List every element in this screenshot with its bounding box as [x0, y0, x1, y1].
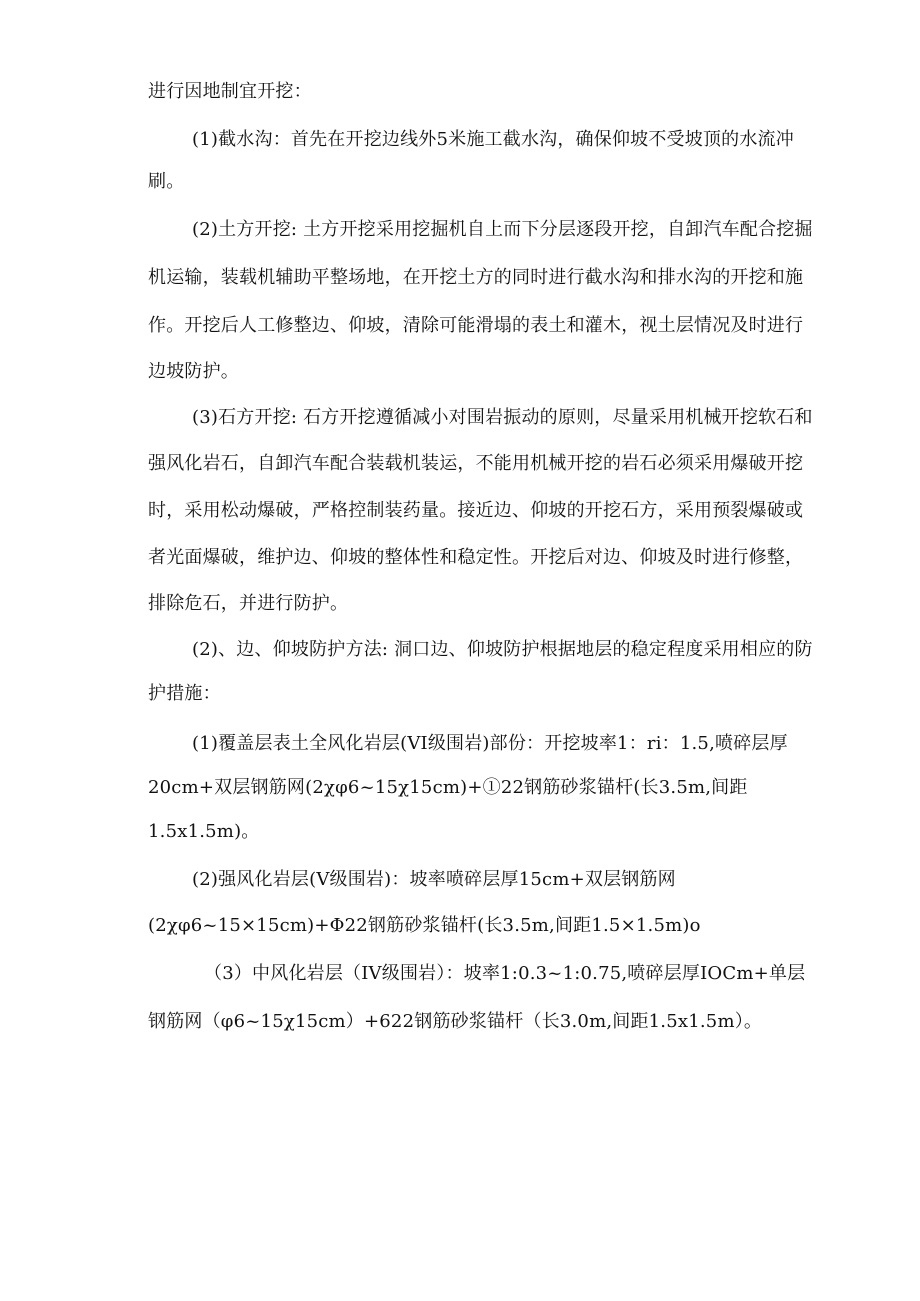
- text-line-6: 作。开挖后人工修整边、仰坡，清除可能滑塌的表土和灌木，视土层情况及时进行: [148, 315, 804, 336]
- text-line-12: 排除危石，并进行防护。: [148, 593, 349, 614]
- text-line-2: (1)截水沟：首先在开挖边线外5米施工截水沟，确保仰坡不受坡顶的水流冲: [192, 129, 794, 150]
- text-line-10: 时，采用松动爆破，严格控制装药量。接近边、仰坡的开挖石方，采用预裂爆破或: [148, 500, 804, 521]
- text-line-17: 1.5x1.5m)。: [148, 821, 260, 842]
- text-line-19: (2χφ6~15×15cm)+Φ22钢筋砂浆锚杆(长3.5m,间距1.5×1.5m)o: [148, 915, 701, 936]
- text-line-14: 护措施：: [148, 683, 221, 704]
- text-line-13: (2)、边、仰坡防护方法: 洞口边、仰坡防护根据地层的稳定程度采用相应的防: [192, 639, 813, 660]
- text-line-7: 边坡防护。: [148, 361, 239, 382]
- text-line-1: 进行因地制宜开挖：: [148, 81, 312, 102]
- text-line-4: (2)土方开挖: 土方开挖采用挖掘机自上而下分层逐段开挖，自卸汽车配合挖掘: [192, 219, 813, 240]
- text-line-3: 刷。: [148, 171, 185, 192]
- text-line-15: (1)覆盖层表土全风化岩层(VI级围岩)部份：开挖坡率1：ri：1.5,喷碎层厚: [192, 733, 788, 754]
- text-line-9: 强风化岩石，自卸汽车配合装载机装运，不能用机械开挖的岩石必须采用爆破开挖: [148, 453, 804, 474]
- text-line-5: 机运输，装载机辅助平整场地，在开挖土方的同时进行截水沟和排水沟的开挖和施: [148, 267, 804, 288]
- text-line-18: (2)强风化岩层(V级围岩)：坡率喷碎层厚15cm+双层钢筋网: [192, 869, 676, 890]
- text-line-21: 钢筋网（φ6~15χ15cm）+622钢筋砂浆锚杆（长3.0m,间距1.5x1.5m）。: [148, 1011, 763, 1032]
- text-line-11: 者光面爆破，维护边、仰坡的整体性和稳定性。开挖后对边、仰坡及时进行修整，: [148, 547, 804, 568]
- text-line-16: 20cm+双层钢筋网(2χφ6~15χ15cm)+①22钢筋砂浆锚杆(长3.5m,间距: [148, 777, 748, 798]
- text-line-20: （3）中风化岩层（IV级围岩）：坡率1:0.3~1:0.75,喷碎层厚IOCm+单层: [204, 963, 806, 984]
- text-line-8: (3)石方开挖: 石方开挖遵循减小对围岩振动的原则，尽量采用机械开挖软石和: [192, 407, 813, 428]
